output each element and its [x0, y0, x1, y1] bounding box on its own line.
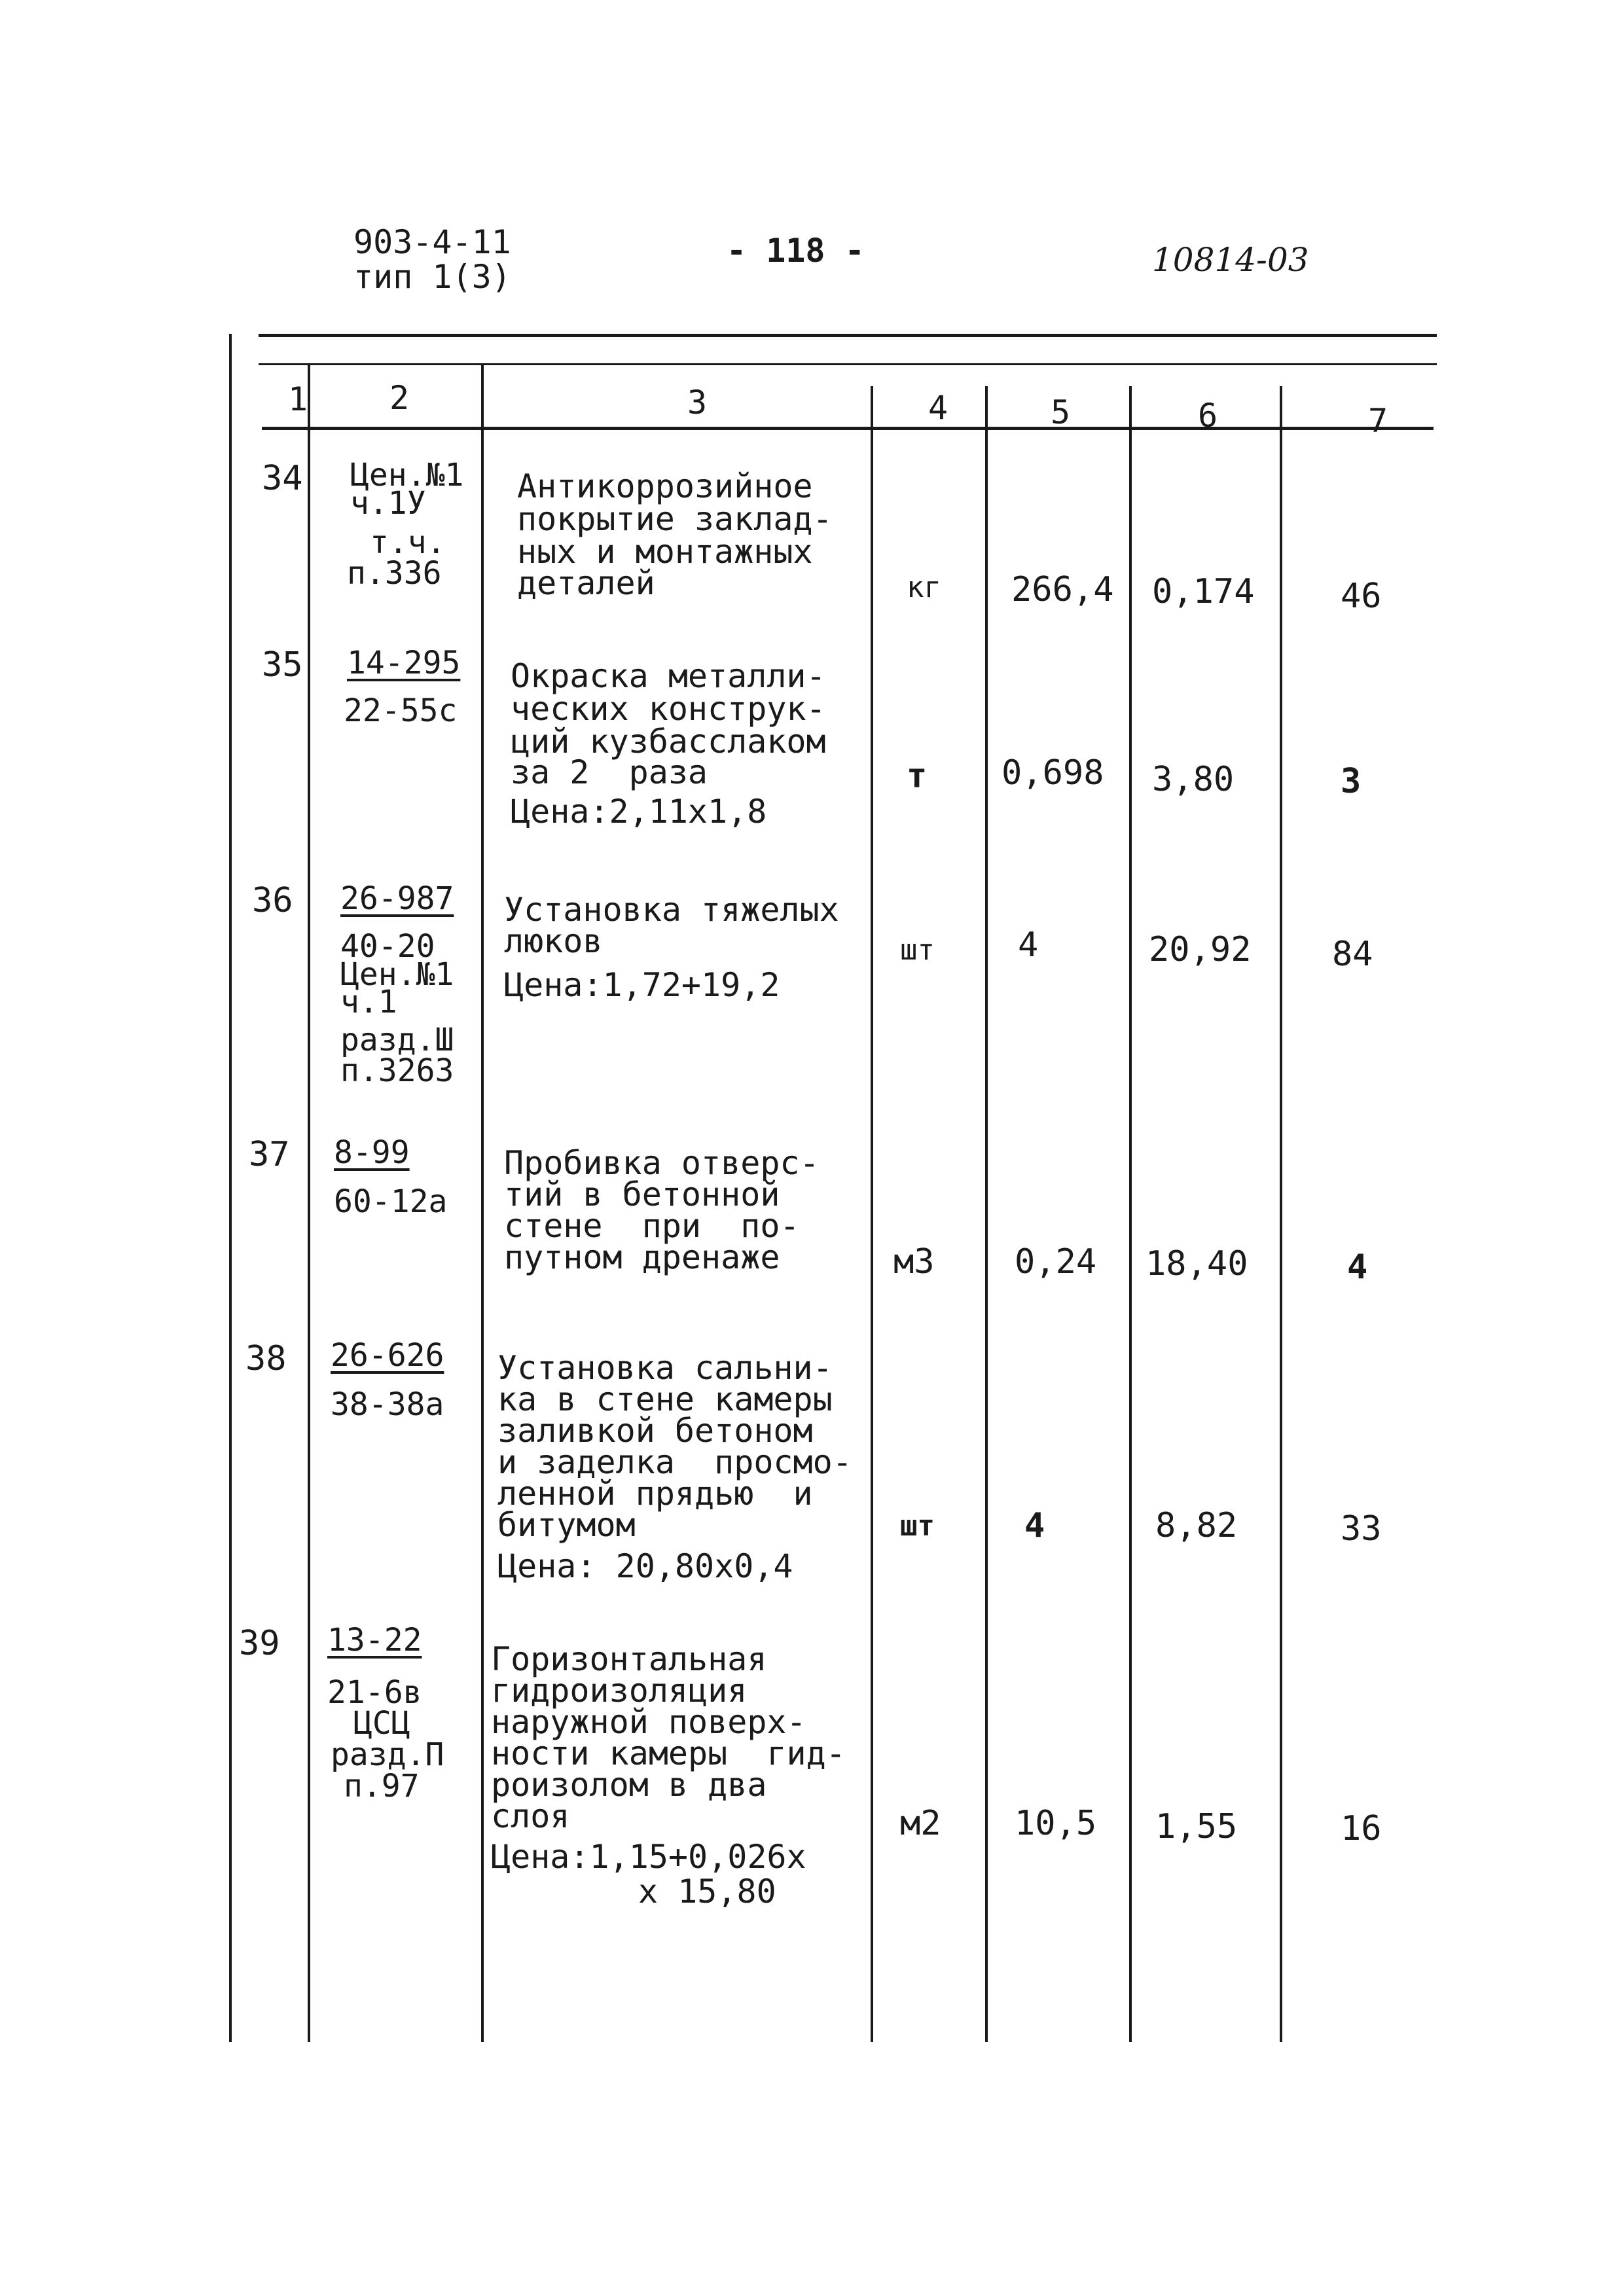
description-line: битумом — [497, 1506, 636, 1544]
code-line: 14-295 — [347, 645, 461, 681]
column-divider-5 — [1129, 386, 1132, 2042]
code-line: п.336 — [347, 555, 442, 592]
quantity-cell: 4 — [1018, 925, 1039, 965]
document-code: 903-4-11 — [353, 223, 511, 261]
unit-cell: кг — [907, 571, 941, 604]
table-header-top-rule — [259, 363, 1437, 365]
description-line: гидроизоляция — [491, 1672, 748, 1710]
page-number: - 118 - — [727, 232, 865, 270]
code-line: 21-6в — [327, 1674, 422, 1711]
code-line: 60-12а — [334, 1183, 448, 1220]
code-line: п.3263 — [340, 1052, 454, 1089]
code-line: 26-987 — [340, 880, 454, 917]
total-cell: 3 — [1341, 762, 1362, 801]
description-line: покрытие заклад- — [517, 500, 833, 538]
total-cell: 84 — [1332, 935, 1373, 974]
total-cell: 46 — [1341, 577, 1382, 616]
unit-cell: т — [907, 757, 928, 796]
column-number-2: 2 — [389, 379, 410, 417]
column-number-5: 5 — [1051, 393, 1071, 431]
description-line: люков — [504, 922, 603, 960]
code-line: ч.1 — [340, 984, 397, 1020]
description-line: роизолом в два — [491, 1766, 767, 1804]
description-line: деталей — [517, 564, 655, 602]
description-line: за 2 раза — [511, 753, 708, 791]
description-line: наружной поверх- — [491, 1703, 806, 1741]
code-line: разд.Ш — [340, 1022, 454, 1058]
quantity-cell: 4 — [1024, 1506, 1045, 1545]
description-line: слоя — [491, 1797, 570, 1835]
price-formula: Цена: 20,80х0,4 — [497, 1547, 793, 1585]
row-number: 35 — [262, 645, 303, 685]
unit-cell: шт — [900, 933, 935, 967]
row-number: 34 — [262, 459, 303, 498]
column-divider-2 — [481, 363, 484, 2042]
table-top-rule — [259, 334, 1437, 337]
quantity-cell: 266,4 — [1011, 570, 1114, 609]
description-line: Установка сальни- — [497, 1349, 833, 1387]
description-line: Горизонтальная — [491, 1640, 767, 1678]
row-number: 36 — [252, 881, 293, 920]
unit-cost-cell: 3,80 — [1152, 760, 1235, 799]
price-formula: Цена:2,11х1,8 — [511, 793, 767, 831]
code-line: п.97 — [344, 1768, 420, 1804]
code-line: 40-20 — [340, 928, 435, 965]
description-line: Установка тяжелых — [504, 891, 839, 929]
document-type: тип 1(3) — [353, 258, 511, 296]
row-number: 37 — [249, 1135, 290, 1174]
description-line: ленной прядью и — [497, 1475, 813, 1513]
column-number-6: 6 — [1198, 397, 1218, 435]
unit-cost-cell: 1,55 — [1155, 1807, 1238, 1846]
price-formula-continuation: х 15,80 — [638, 1873, 776, 1910]
inventory-number: 10814-03 — [1152, 241, 1309, 279]
description-line: заливкой бетоном — [497, 1412, 813, 1450]
description-line: и заделка просмо- — [497, 1443, 852, 1481]
code-line: 22-55с — [344, 692, 458, 729]
price-formula: Цена:1,15+0,026х — [491, 1838, 806, 1876]
column-number-4: 4 — [928, 389, 948, 427]
description-line: стене при по- — [504, 1207, 800, 1245]
column-number-1: 1 — [288, 380, 308, 418]
code-line: разд.П — [331, 1736, 444, 1773]
code-line: ч.1У — [350, 485, 426, 522]
description-line: ций кузбасслаком — [511, 723, 826, 761]
column-number-7: 7 — [1368, 402, 1388, 440]
code-line: Цен.№1 — [340, 956, 454, 993]
column-divider-4 — [985, 386, 988, 2042]
code-line: Цен.№1 — [350, 457, 464, 493]
code-line: 26-626 — [331, 1337, 444, 1374]
unit-cost-cell: 0,174 — [1152, 572, 1255, 611]
description-line: ных и монтажных — [517, 533, 813, 571]
column-divider-3 — [871, 386, 873, 2042]
column-divider-1 — [308, 363, 310, 2042]
total-cell: 4 — [1347, 1247, 1368, 1287]
row-number: 39 — [239, 1624, 280, 1663]
code-line: т.ч. — [370, 524, 446, 561]
table-header-bottom-rule — [262, 427, 1434, 430]
row-number: 38 — [245, 1339, 287, 1378]
quantity-cell: 10,5 — [1015, 1804, 1097, 1843]
table-left-border — [229, 334, 232, 2042]
description-line: ности камеры гид- — [491, 1734, 846, 1772]
total-cell: 33 — [1341, 1509, 1382, 1549]
price-formula: Цена:1,72+19,2 — [504, 966, 780, 1004]
description-line: Окраска металли- — [511, 657, 826, 695]
unit-cost-cell: 8,82 — [1155, 1506, 1238, 1545]
description-line: Антикоррозийное — [517, 467, 813, 505]
total-cell: 16 — [1341, 1809, 1382, 1848]
code-line: 38-38а — [331, 1386, 444, 1423]
unit-cell: шт — [900, 1509, 935, 1543]
description-line: Пробивка отверс- — [504, 1144, 820, 1182]
column-divider-6 — [1280, 386, 1282, 2042]
code-line: ЦСЦ — [353, 1705, 410, 1742]
description-line: тий в бетонной — [504, 1175, 780, 1213]
column-number-3: 3 — [687, 384, 708, 422]
unit-cost-cell: 20,92 — [1149, 930, 1252, 969]
code-line: 13-22 — [327, 1622, 422, 1659]
unit-cost-cell: 18,40 — [1146, 1244, 1248, 1283]
code-line: 8-99 — [334, 1134, 410, 1171]
description-line: путном дренаже — [504, 1238, 780, 1276]
unit-cell: м2 — [900, 1804, 941, 1843]
quantity-cell: 0,24 — [1015, 1242, 1097, 1282]
unit-cell: м3 — [893, 1242, 935, 1282]
description-line: ка в стене камеры — [497, 1380, 833, 1418]
description-line: ческих конструк- — [511, 690, 826, 728]
quantity-cell: 0,698 — [1001, 753, 1104, 793]
